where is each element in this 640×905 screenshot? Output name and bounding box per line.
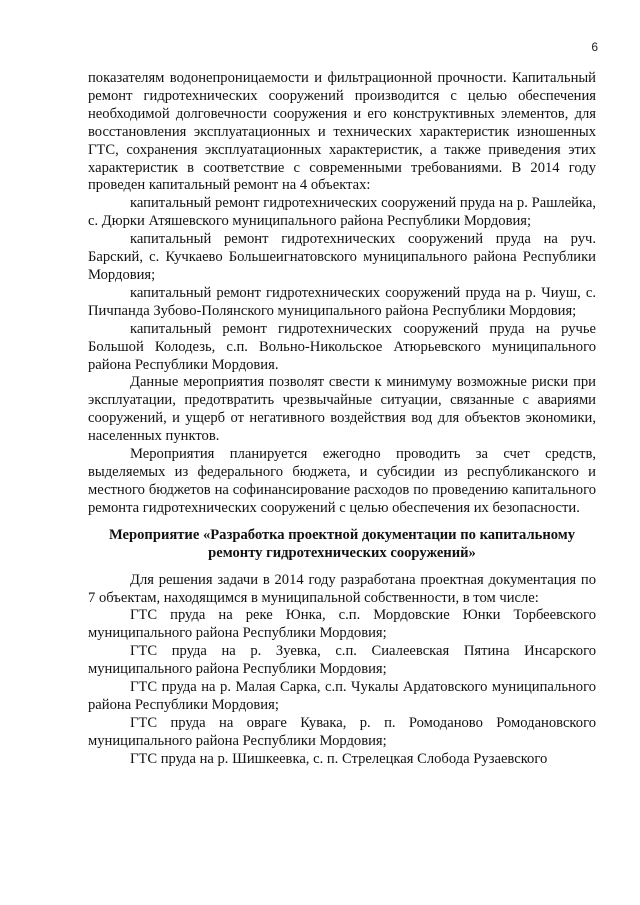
list-item-paragraph: капитальный ремонт гидротехнических сооружений пруда на руч. Барский, с. Кучкаево Большеигнатовского муниципального района Республики Мордовия; (88, 231, 596, 283)
list-item-paragraph: ГТС пруда на реке Юнка, с.п. Мордовские Юнки Торбеевского муниципального района Республики Мордовия; (88, 607, 596, 642)
list-item-paragraph: ГТС пруда на р. Малая Сарка, с.п. Чукалы Ардатовского муниципального района Республики Мордовия; (88, 679, 596, 713)
list-item-paragraph: капитальный ремонт гидротехнических сооружений пруда на ручье Большой Колодезь, с.п. Вольно-Никольское Атюрьевского муниципального района Республики Мордовия. (88, 320, 596, 373)
page-content (88, 70, 596, 769)
section-heading: Мероприятие «Разработка проектной документации по капитальному ремонту гидротехнических сооружений» (108, 526, 576, 561)
list-item-paragraph: ГТС пруда на овраге Кувака, р. п. Ромоданово Ромодановского муниципального района Республики Мордовия; (88, 714, 596, 749)
body-section-after (88, 572, 596, 769)
list-item-paragraph: ГТС пруда на р. Зуевка, с.п. Сиалеевская Пятина Инсарского муниципального района Республики Мордовия; (88, 643, 596, 678)
page-number: 6 (591, 40, 598, 54)
body-section-before (88, 70, 596, 518)
list-item-paragraph: капитальный ремонт гидротехнических сооружений пруда на р. Чиуш, с. Пичпанда Зубово-Полянского муниципального района Республики Мордовия; (88, 284, 596, 319)
paragraph: Данные мероприятия позволят свести к минимуму возможные риски при эксплуатации, предотвратить чрезвычайные ситуации, связанные с авариями сооружений, и ущерб от негативного воздействия вод для объектов экономики, населенных пунктов. (88, 374, 596, 445)
paragraph: Мероприятия планируется ежегодно проводить за счет средств, выделяемых из федерального бюджета, и субсидии из республиканского и местного бюджетов на софинансирование расходов по проведению капитального ремонта гидротехнических сооружений с целью обеспечения их безопасности. (88, 446, 596, 516)
paragraph: показателям водонепроницаемости и фильтрационной прочности. Капитальный ремонт гидротехнических сооружений производится с целью обеспечения необходимой долговечности сооружения и его конструктивных элементов, для восстановления эксплуатационных и технических характеристик изношенных ГТС, сохранения эксплуатационных характеристик, а также приведения этих характеристик в соответствие с современными требованиями. В 2014 году проведен капитальный ремонт на 4 объектах: (88, 70, 596, 194)
list-item-paragraph: капитальный ремонт гидротехнических сооружений пруда на р. Рашлейка, с. Дюрки Атяшевского муниципального района Республики Мордовия; (88, 195, 596, 230)
paragraph: Для решения задачи в 2014 году разработана проектная документация по 7 объектам, находящимся в муниципальной собственности, в том числе: (88, 571, 596, 606)
list-item-paragraph: ГТС пруда на р. Шишкеевка, с. п. Стрелецкая Слобода Рузаевского (130, 750, 548, 767)
